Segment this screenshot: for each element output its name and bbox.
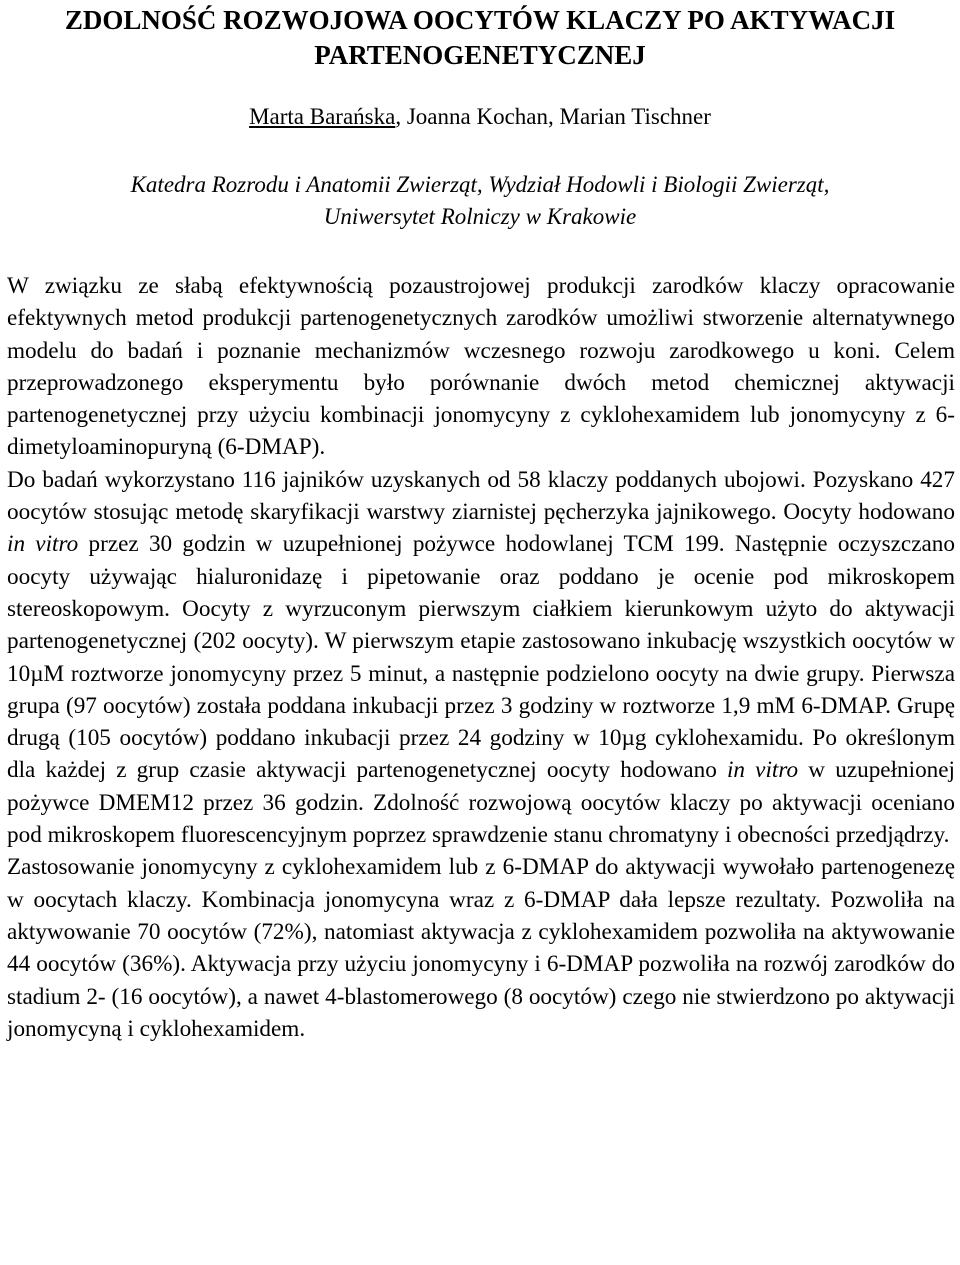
paper-title (0, 3, 960, 73)
other-authors: , Joanna Kochan, Marian Tischner (395, 104, 711, 129)
paragraph-2-text-c: w uzupełnionej pożywce DMEM12 przez 36 godzin. Zdolność rozwojową oocytów klaczy po aktywacji oceniano pod mikroskopem fluorescencyjnym poprzez sprawdzenie stanu chromatyny i obecności przedjądrzy. (7, 757, 955, 849)
abstract-paragraph-1: W związku ze słabą efektywnością pozaustrojowej produkcji zarodków klaczy opracowanie efektywnych metod produkcji partenogenetycznych zarodków umożliwi stworzenie alternatywnego modelu do badań i poznanie mechanizmów wczesnego rozwoju zarodkowego u koni. Celem przeprowadzonego eksperymentu było porównanie dwóch metod chemicznej aktywacji partenogenetycznej przy użyciu kombinacji jonomycyny z cyklohexamidem lub jonomycyny z 6-dimetyloaminopuryną (6-DMAP). (7, 273, 955, 461)
abstract-body (7, 270, 955, 1045)
title-line-2: PARTENOGENETYCZNEJ (314, 40, 646, 70)
in-vitro-term-2: in vitro (726, 757, 799, 784)
author-list (0, 101, 960, 133)
paragraph-2-text-a: Do badań wykorzystano 116 jajników uzyskanych od 58 klaczy poddanych ubojowi. Pozyskano 427 oocytów stosując metodę skaryfikacji warstwy ziarnistej pęcherzyka jajnikowego. Oocyty hodowano (7, 466, 955, 526)
first-author: Marta Barańska (249, 104, 396, 129)
affiliation (0, 169, 960, 233)
affiliation-line-1: Katedra Rozrodu i Anatomii Zwierząt, Wydział Hodowli i Biologii Zwierząt, (130, 172, 830, 197)
abstract-paragraph-3: Zastosowanie jonomycyny z cyklohexamidem lub z 6-DMAP do aktywacji wywołało partenogenezę w oocytach klaczy. Kombinacja jonomycyna wraz z 6-DMAP dała lepsze rezultaty. Pozwoliła na aktywowanie 70 oocytów (72%), natomiast aktywacja z cyklohexamidem pozwoliła na aktywowanie 44 oocytów (36%). Aktywacja przy użyciu jonomycyny i 6-DMAP pozwoliła na rozwój zarodków do stadium 2- (16 oocytów), a nawet 4-blastomerowego (8 oocytów) czego nie stwierdzono po aktywacji jonomycyną i cyklohexamidem. (7, 854, 955, 1042)
paragraph-2-text-b: przez 30 godzin w uzupełnionej pożywce hodowlanej TCM 199. Następnie oczyszczano oocyty używając hialuronidazę i pipetowanie oraz poddano je ocenie pod mikroskopem stereoskopowym. Oocyty z wyrzuconym pierwszym ciałkiem kierunkowym użyto do aktywacji partenogenetycznej (202 oocyty). W pierwszym etapie zastosowano inkubację wszystkich oocytów w 10µM roztworze jonomycyny przez 5 minut, a następnie podzielono oocyty na dwie grupy. Pierwsza grupa (97 oocytów) została poddana inkubacji przez 3 godziny w roztworze 1,9 mM 6-DMAP. Grupę drugą (105 oocytów) poddano inkubacji przez 24 godziny w 10µg cyklohexamidu. Po określonym dla każdej z grup czasie aktywacji partenogenetycznej oocyty hodowano (7, 531, 955, 784)
affiliation-line-2: Uniwersytet Rolniczy w Krakowie (323, 204, 637, 229)
title-line-1: ZDOLNOŚĆ ROZWOJOWA OOCYTÓW KLACZY PO AKTYWACJI (64, 5, 896, 35)
abstract-paragraph-2 (7, 464, 955, 852)
in-vitro-term-1: in vitro (7, 531, 79, 558)
